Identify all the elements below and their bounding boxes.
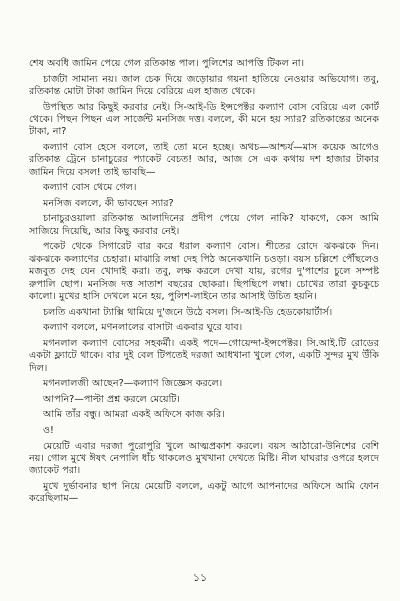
- paragraph: চলতি একখানা ট্যাক্সি থামিয়ে দু'জনে উঠে বসল। সি-আই-ডি হেডকোয়ার্টার্স।: [43, 306, 333, 318]
- paragraph: মেয়েটি এবার দরজা পুরোপুরি খুলে আত্মপ্রকাশ করলে। বয়স আঠারো-উনিশের বেশি নয়। গোল মুখে ঈষৎ নেপালি ধাঁচ থাকলেও মুখখানা দেখতে মিষ্টি। নীল ঘাঘরার ওপরে হলদে জ্যাকেট পরা।: [29, 440, 379, 477]
- paragraph: পকেট থেকে সিগারেট বার করে ধরাল কল্যাণ বোস। শীতের রোদে ঝকঝকে দিন। ঝকঝকে কল্যাণের চেহারা। মাঝারি লম্বা দেহ পিঠ অনেকখানি চওড়া। বয়স চল্লিশে পৌঁছলেও মজবুত দেহ যেন খোদাই করা। তবু, লক্ষ করলে দেখা যায়, রগের দু'পাশের চুলে সম্পষ্ট রুপালি ছোপ। মনসিজ দত্ত সাতাশ বছরের ছোকরা। ছিপছিপে লম্বা। চোখের তারা কুচকুচে কালো। মুখের হাসি দেখলে মনে হয়, পুলিশ-লাইনে তার আসাই উচিত হয়নি।: [29, 241, 379, 303]
- paragraph: ও!: [43, 424, 54, 436]
- paragraph: আমি তাঁর বন্ধু। আমরা একই অফিসে কাজ করি।: [43, 409, 225, 421]
- paragraph: মনসিজ বললে, কী ভাবছেন স্যার?: [43, 197, 174, 209]
- paragraph: চানাচুরওয়ালা রতিকান্ত আলাদিনের প্রদীপ পেয়ে গেল নাকি? যাকগে, কেস আমি সাজিয়ে দিয়েছি, আর কিছু করবার নেই।: [29, 213, 379, 237]
- paragraph: উপস্থিত আর কিছুই করবার নেই। সি-আই-ডি ইন্সপেক্টর কল্যাণ বোস বেরিয়ে এল কোর্ট থেকে। পিছন পিছন এল সার্জেন্ট মনসিজ দত্ত। বললে, কী মনে হয় স্যার? রতিকান্তের অনেক টাকা, না?: [29, 101, 379, 138]
- paragraph: মুখে দুর্ভাবনার ছাপ নিয়ে মেয়েটি বললে, একটু আগে আপনাদের অফিসে আমি ফোন করেছিলাম—: [29, 480, 379, 505]
- paragraph: মগনলাল কল্যাণ বোসের সহকর্মী। একই পদে—গোয়েন্দা-ইন্সপেক্টর। সি.আই.টি রোডের একটা ফ্ল্যাটে থাকে। বার দুই বেল টিপতেই দরজা আধখানা খুলে গেল, একটি সুন্দর মুখ উঁকি দিল।: [29, 337, 379, 374]
- paragraph: কল্যাণ বোস হেসে বললে, তাই তো মনে হচ্ছে। অথচ—আশ্চর্য—মাস কয়েক আগেও রতিকান্ত ট্রেনে চানাচুরের প্যাকেট বেচত! আর, আজ সে এক কথায় দশ হাজার টাকার জামিন দিয়ে বসল! তাই ভাবছি—: [29, 141, 379, 178]
- paragraph: কল্যাণ বললে, মণনলালের বাসাটা একবার ঘুরে যাব।: [43, 322, 243, 334]
- paragraph: মগনলালজী আছেন?—কল্যাণ জিজ্ঞেস করলে।: [43, 378, 223, 390]
- paragraph: শেষ অবধি জামিন পেয়ে গেল রতিকান্ত পাল। পুলিশের আপত্তি টিকল না।: [29, 58, 305, 69]
- body-text: [29, 58, 379, 509]
- paragraph: চার্জটা সামান্য নয়। জাল চেক দিয়ে জড়োয়ার গয়না হাতিয়ে নেওয়ার অভিযোগ। তবু, রতিকান্ত মোটা টাকা জামিন দিয়ে বেরিয়ে এল হাজত থেকে।: [29, 73, 379, 97]
- paragraph: কল্যাণ বোস থেমে গেল।: [43, 182, 137, 194]
- paragraph: আপনি?—পাল্টা প্রশ্ন করলে মেয়েটি।: [43, 393, 180, 405]
- page-number: ১১: [192, 571, 208, 584]
